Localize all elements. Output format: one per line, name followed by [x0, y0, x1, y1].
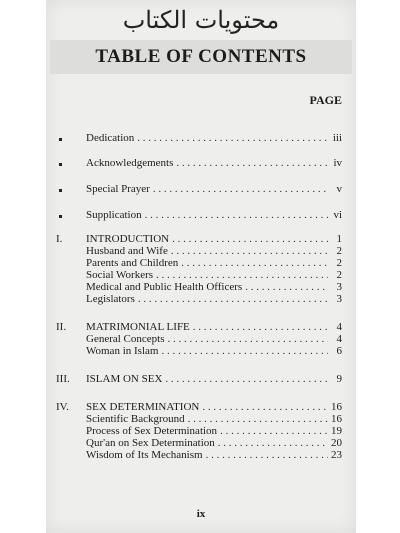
toc-entry-title-line [86, 449, 328, 461]
toc-entry-title: Supplication [86, 209, 142, 221]
toc-entry-title: Husband and Wife [86, 245, 168, 257]
toc-entry-title-line [86, 209, 328, 221]
bullet-icon [59, 215, 62, 218]
toc-entry-title-line [86, 183, 328, 195]
toc-entry-page: 19 [331, 425, 342, 437]
bullet-icon [59, 189, 62, 192]
toc-entry-page: 9 [336, 373, 342, 385]
dot-leader [168, 333, 329, 345]
toc-entry [46, 449, 356, 465]
toc-entry-title: Qur'an on Sex Determination [86, 437, 215, 449]
toc-entry-title: Process of Sex Determination [86, 425, 218, 437]
toc-entry-title-line [86, 321, 328, 333]
toc-entry-page: 3 [336, 281, 342, 293]
chapter-number: III. [56, 373, 70, 385]
dot-leader [171, 245, 328, 257]
dot-leader [165, 373, 328, 385]
toc-entry [46, 373, 356, 389]
dot-leader [181, 257, 328, 269]
toc-entry-page: 16 [331, 413, 342, 425]
toc-entry-title: Scientific Background [86, 413, 185, 425]
dot-leader [206, 449, 328, 461]
chapter-number: I. [56, 233, 63, 245]
chapter-number: IV. [56, 401, 69, 413]
toc-entry-page: 2 [336, 245, 342, 257]
toc-entry-page: 23 [331, 449, 342, 461]
toc-entry-page: 20 [331, 437, 342, 449]
toc-entry [46, 209, 356, 225]
toc-entry-page: 2 [336, 269, 342, 281]
toc-entry-title-line [86, 413, 328, 425]
dot-leader [161, 345, 328, 357]
toc-entry-title-line [86, 269, 328, 281]
toc-entry-title: MATRIMONIAL LIFE [86, 321, 190, 333]
toc-entry-title-line [86, 257, 328, 269]
toc-entry-page: iii [332, 132, 342, 144]
toc-entry-title: Acknowledgements [86, 157, 174, 169]
toc-entry-title-line [86, 437, 328, 449]
toc-entry-page: 2 [336, 257, 342, 269]
dot-leader [202, 401, 328, 413]
footer-page-number: ix [196, 508, 206, 520]
toc-entry-title-line [86, 345, 328, 357]
toc-entry-title-line [86, 333, 328, 345]
book-page [46, 0, 356, 533]
dot-leader [138, 293, 328, 305]
dot-leader [145, 209, 328, 221]
toc-entry [46, 132, 356, 148]
toc-entry-title: INTRODUCTION [86, 233, 170, 245]
toc-entry-title: Woman in Islam [86, 345, 159, 357]
toc-entry [46, 183, 356, 199]
page-title: TABLE OF CONTENTS [95, 46, 307, 67]
toc-entry-title: Wisdom of Its Mechanism [86, 449, 203, 461]
toc-entry-title-line [86, 233, 328, 245]
toc-entry-page: v [336, 183, 342, 195]
toc-entry-page: 4 [336, 321, 342, 333]
toc-entry-title: SEX DETERMINATION [86, 401, 200, 413]
toc-entry [46, 293, 356, 309]
toc-entry-title-line [86, 281, 328, 293]
toc-entry-title-line [86, 401, 328, 413]
toc-entry-page: 16 [331, 401, 342, 413]
chapter-number: II. [56, 321, 67, 333]
toc-entry-title: Medical and Public Health Officers [86, 281, 243, 293]
toc-entry-page: 3 [336, 293, 342, 305]
toc-entry-page: iv [333, 157, 342, 169]
page-column-label: PAGE [309, 93, 342, 107]
dot-leader [176, 157, 328, 169]
toc-entry-title-line [86, 373, 328, 385]
toc-entry-title: Parents and Children [86, 257, 179, 269]
toc-entry-title: ISLAM ON SEX [86, 373, 163, 385]
dot-leader [193, 321, 328, 333]
toc-entry [46, 345, 356, 361]
toc-entry-title-line [86, 293, 328, 305]
dot-leader [218, 437, 328, 449]
toc-entry-title-line [86, 132, 328, 144]
bullet-icon [59, 138, 62, 141]
toc-entry-page: 4 [336, 333, 342, 345]
toc-entry-title: Legislators [86, 293, 135, 305]
dot-leader [188, 413, 328, 425]
toc-entry-page: 1 [336, 233, 342, 245]
arabic-heading: محتويات الكتاب [122, 6, 280, 34]
toc-entry-title-line [86, 245, 328, 257]
dot-leader [220, 425, 328, 437]
dot-leader [172, 233, 328, 245]
toc-entry-title-line [86, 157, 328, 169]
dot-leader [137, 132, 328, 144]
bullet-icon [59, 163, 62, 166]
toc-entry-title: Social Workers [86, 269, 154, 281]
toc-entry-page: vi [333, 209, 342, 221]
toc-entry-title-line [86, 425, 328, 437]
dot-leader [156, 269, 328, 281]
toc-entry-title: Dedication [86, 132, 135, 144]
toc-entry-title: Special Prayer [86, 183, 150, 195]
toc-entry-title: General Concepts [86, 333, 165, 345]
toc-entry-page: 6 [336, 345, 342, 357]
dot-leader [153, 183, 328, 195]
dot-leader [245, 281, 328, 293]
toc-entry [46, 157, 356, 173]
